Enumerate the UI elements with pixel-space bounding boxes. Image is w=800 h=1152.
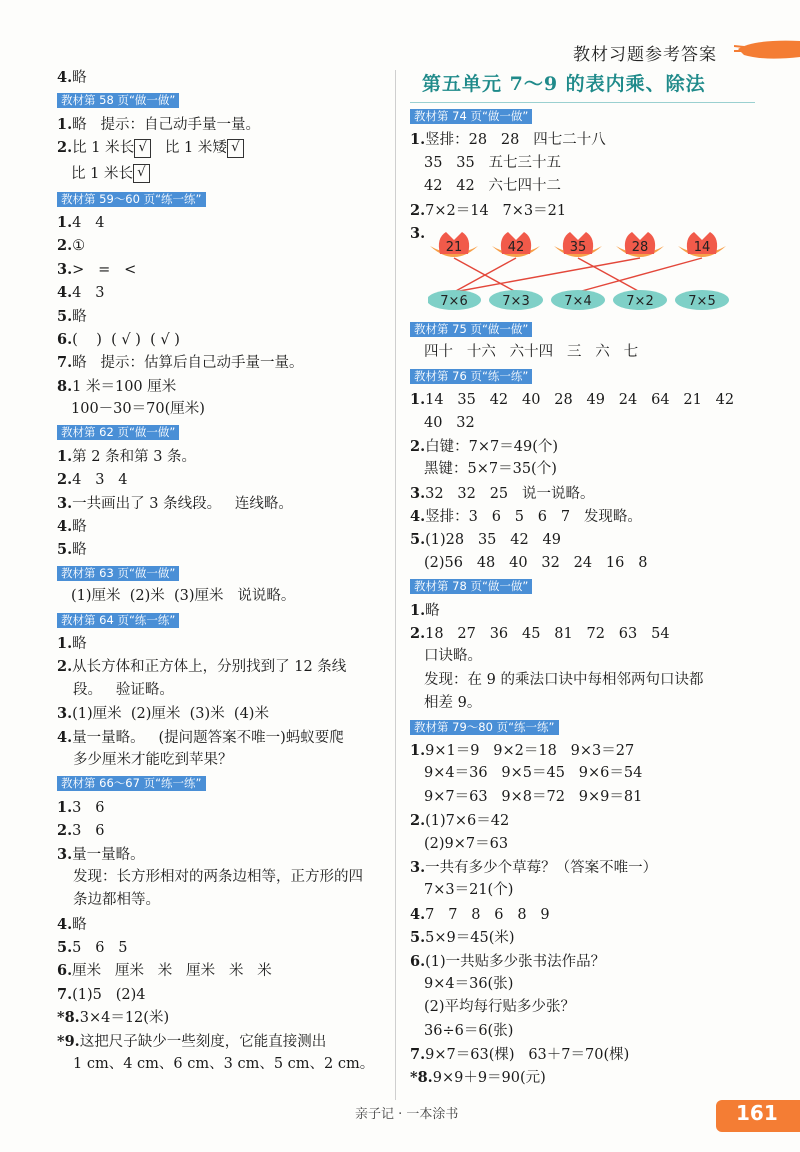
page-number: 161 (736, 1101, 778, 1125)
answer-text: (1)厘米 (2)厘米 (3)米 (4)米 (72, 706, 269, 723)
section-header-row (57, 772, 387, 795)
answer-line (57, 211, 387, 234)
matching-figure (410, 222, 755, 318)
section-tag: 教材第 63 页“做一做” (57, 566, 179, 581)
item-number: *8. (410, 1069, 433, 1087)
answer-text: 1 米＝100 厘米 (72, 378, 177, 395)
answer-line (57, 492, 387, 515)
answer-line (57, 959, 387, 982)
answer-line (410, 482, 755, 505)
answer-text: 竖排：3 6 5 6 7 发现略。 (425, 509, 642, 526)
check-box: √ (134, 139, 151, 158)
section-header-row (410, 318, 755, 341)
answer-line (410, 809, 755, 832)
answer-line (410, 1043, 755, 1066)
answer-line-continued: 100－30＝70(厘米) (71, 401, 205, 418)
answer-line (57, 655, 387, 678)
answer-line (57, 258, 387, 281)
answer-text: 9×9＋9＝90(元) (432, 1070, 546, 1087)
page-header-title: 教材习题参考答案 (573, 45, 717, 65)
answer-text: 9×1＝9 9×2＝18 9×3＝27 (425, 742, 635, 759)
answer-line (410, 505, 755, 528)
answer-text: 4 4 (72, 214, 105, 231)
answer-line-continued: 9×4＝36(张) (424, 975, 514, 992)
item-number: 2. (57, 139, 73, 157)
answer-line-continued: (2)平均每行贴多少张？ (424, 999, 576, 1016)
item-number: *8. (57, 1009, 80, 1027)
item-number: 5. (57, 541, 73, 559)
answer-line (57, 136, 387, 159)
answer-line (410, 739, 755, 762)
check-box: √ (227, 139, 244, 158)
item-number: 2. (410, 201, 426, 219)
section-header-row (410, 105, 755, 128)
answer-line-continued: 9×4＝36 9×5＝45 9×6＝54 (424, 765, 643, 782)
item-number: 2. (410, 812, 426, 830)
answer-text: 厘米 厘米 米 厘米 米 米 (72, 963, 272, 980)
answer-text: 14 35 42 40 28 49 24 64 21 42 (425, 392, 735, 409)
answer-line (57, 702, 387, 725)
item-number: 2. (57, 237, 73, 255)
answer-text: 3×4＝12(米) (79, 1010, 170, 1027)
answer-line (57, 66, 387, 89)
lotus-number: 42 (507, 239, 525, 255)
answer-line-continued: 7×3＝21(个) (424, 882, 514, 899)
answer-line (410, 1066, 755, 1089)
section-tag: 教材第 79～80 页“练一练” (410, 720, 559, 735)
answer-line-continued: (2)9×7＝63 (424, 835, 509, 852)
answer-line (57, 632, 387, 655)
item-number: 4. (410, 508, 426, 526)
answer-line (410, 388, 755, 411)
answer-text: 比 1 米长 (72, 140, 135, 157)
footer-brand: 亲子记 · 一本涂书 (355, 1107, 459, 1122)
item-number: 1. (410, 741, 426, 759)
lotus-number: 35 (569, 239, 587, 255)
answer-text: 一共画出了 3 条线段。 连线略。 (72, 495, 293, 512)
answer-text: 略 (72, 542, 87, 559)
lily-pad (613, 290, 667, 310)
item-number: 7. (57, 354, 73, 372)
section-tag: 教材第 59～60 页“练一练” (57, 192, 206, 207)
answer-text: 32 32 25 说一说略。 (425, 485, 595, 502)
answer-text: (1)5 (2)4 (72, 986, 146, 1003)
lotus-flower (678, 232, 726, 257)
answer-line-continued: 黑键：5×7＝35(个) (424, 461, 557, 478)
answer-text: 第 2 条和第 3 条。 (72, 448, 197, 465)
answer-line-continued: 1 cm、4 cm、6 cm、3 cm、5 cm、2 cm。 (73, 1056, 375, 1073)
answer-line (410, 128, 755, 151)
answer-line-continued: 40 32 (424, 414, 475, 431)
answer-line (57, 538, 387, 561)
item-number: 3. (57, 260, 73, 278)
answer-text: 4 3 (72, 285, 105, 302)
item-number: 3. (57, 494, 73, 512)
right-column (410, 66, 755, 1090)
answer-text: 3 6 (72, 823, 105, 840)
answer-text: 略 (425, 602, 440, 619)
answer-line (410, 950, 755, 973)
answer-line (410, 435, 755, 458)
section-tag: 教材第 58 页“做一做” (57, 93, 179, 108)
item-number: 3. (57, 845, 73, 863)
lotus-number: 14 (693, 239, 711, 255)
answer-line (410, 856, 755, 879)
answer-text: 4 3 4 (72, 472, 128, 489)
answer-line (57, 1006, 387, 1029)
answer-line-continued: 多少厘米才能吃到苹果？ (73, 751, 233, 768)
answer-text: 这把尺子缺少一些刻度，它能直接测出 (79, 1033, 327, 1050)
answer-line (57, 936, 387, 959)
item-number: 7. (410, 1046, 426, 1064)
item-number: 4. (410, 905, 426, 923)
section-tag: 教材第 74 页“做一做” (410, 109, 532, 124)
answer-line-continued: 42 42 六七四十二 (424, 178, 562, 195)
item-number: 1. (57, 213, 73, 231)
answer-line (57, 305, 387, 328)
answer-line-continued: 条边都相等。 (73, 892, 160, 909)
answer-text: 5 6 5 (72, 940, 128, 957)
answer-text: 略 (72, 70, 87, 86)
item-number: 5. (57, 939, 73, 957)
answer-text: 略 (72, 635, 87, 652)
answer-line-continued: 9×7＝63 9×8＝72 9×9＝81 (424, 788, 643, 805)
section-tag: 教材第 78 页“做一做” (410, 579, 532, 594)
item-number: 5. (410, 531, 426, 549)
item-number: 1. (57, 447, 73, 465)
answer-line (57, 913, 387, 936)
answer-text: 7 7 8 6 8 9 (425, 906, 550, 923)
item-number: 5. (410, 929, 426, 947)
item-number: 4. (57, 69, 73, 86)
answer-text: 白键：7×7＝49(个) (425, 438, 559, 455)
answer-line (57, 328, 387, 351)
answer-line (410, 599, 755, 622)
answer-line (410, 528, 755, 551)
lotus-flower (554, 232, 602, 257)
answer-text: 竖排：28 28 四七二十八 (425, 132, 606, 149)
answer-line (410, 903, 755, 926)
section-header-row (57, 609, 387, 632)
answer-line (410, 926, 755, 949)
answer-line (57, 351, 387, 374)
section-tag: 教材第 76 页“练一练” (410, 369, 532, 384)
lily-pad (675, 290, 729, 310)
item-number: 3. (410, 484, 426, 502)
answer-line-continued: 发现：在 9 的乘法口诀中每相邻两句口诀都 (424, 671, 704, 688)
answer-text: 略 (72, 916, 87, 933)
brush-stroke-icon (734, 37, 800, 61)
answer-text: (1)28 35 42 49 (425, 532, 561, 549)
check-box: √ (133, 164, 150, 183)
item-number: 3. (57, 705, 73, 723)
lotus-number: 28 (631, 239, 649, 255)
answer-text: (1)7×6＝42 (425, 813, 510, 830)
answer-line-continued: (1)厘米 (2)米 (3)厘米 说说略。 (71, 588, 296, 605)
section-header-row (410, 365, 755, 388)
item-number: 4. (57, 728, 73, 746)
answer-text: ① (72, 238, 86, 255)
answer-line (410, 622, 755, 645)
answer-line (57, 726, 387, 749)
item-number: 1. (410, 601, 426, 619)
answer-line (57, 819, 387, 842)
answer-line (57, 468, 387, 491)
answer-text: 18 27 36 45 81 72 63 54 (425, 626, 670, 643)
section-header-row (57, 562, 387, 585)
answer-text: 比 1 米矮 (164, 140, 227, 157)
answer-text: 一共有多少个草莓？（答案不唯一） (425, 859, 658, 876)
item-number: 3. (410, 858, 426, 876)
answer-line-continued: 口诀略。 (424, 648, 482, 665)
item-number: 2. (57, 658, 73, 676)
unit-title: 第五单元 7～9 的表内乘、除法 (410, 66, 755, 103)
answer-line-continued: 四十 十六 六十四 三 六 七 (424, 344, 639, 361)
answer-line-continued: 段。 验证略。 (73, 681, 174, 698)
item-number: 4. (57, 284, 73, 302)
answer-line-continued: (2)56 48 40 32 24 16 8 (424, 554, 648, 571)
answer-line-continued: 36÷6＝6(张) (424, 1022, 514, 1039)
item-number: 4. (57, 518, 73, 536)
lily-pad-expression: 7×6 (440, 293, 468, 309)
answer-line (57, 281, 387, 304)
item-number: 2. (410, 437, 426, 455)
lotus-flower (430, 232, 478, 257)
item-number: 4. (57, 915, 73, 933)
lily-pad-expression: 7×3 (502, 293, 530, 309)
item-number: 1. (57, 798, 73, 816)
item-number: 8. (57, 377, 73, 395)
item-number: 6. (57, 962, 73, 980)
answer-text: 量一量略。 (提问题答案不唯一)蚂蚁要爬 (72, 729, 344, 746)
section-tag: 教材第 62 页“做一做” (57, 425, 179, 440)
section-header-row (57, 188, 387, 211)
answer-text: 5×9＝45(米) (425, 930, 515, 947)
item-number: 5. (57, 307, 73, 325)
item-number: 7. (57, 985, 73, 1003)
lily-pad (551, 290, 605, 310)
match-line (578, 258, 702, 292)
item-number: 2. (57, 822, 73, 840)
item-number: *9. (57, 1032, 80, 1050)
answer-text: 9×7＝63(棵) 63＋7＝70(棵) (425, 1047, 630, 1064)
matching-diagram (428, 222, 748, 318)
section-header-row (57, 421, 387, 444)
item-number: 6. (57, 330, 73, 348)
section-header-row (410, 575, 755, 598)
answer-text: 3 6 (72, 799, 105, 816)
lily-pad (428, 290, 481, 310)
answer-line (57, 113, 387, 136)
answer-text: 略 提示：自己动手量一量。 (72, 116, 260, 133)
lotus-flower (616, 232, 664, 257)
answer-line-continued: 发现：长方形相对的两条边相等，正方形的四 (73, 868, 363, 885)
answer-line (57, 515, 387, 538)
lotus-flower (492, 232, 540, 257)
item-number: 2. (410, 625, 426, 643)
item-number: 1. (410, 131, 426, 149)
answer-line (57, 375, 387, 398)
item-number: 3. (410, 224, 426, 242)
lily-pad-expression: 7×2 (626, 293, 654, 309)
item-number: 2. (57, 471, 73, 489)
answer-line (57, 796, 387, 819)
item-number: 6. (410, 952, 426, 970)
section-tag: 教材第 75 页“做一做” (410, 322, 532, 337)
answer-text: 略 (72, 519, 87, 536)
answer-line-continued: 相差 9。 (424, 695, 482, 712)
item-number: 1. (410, 391, 426, 409)
item-number: 1. (57, 115, 73, 133)
answer-line-continued: 35 35 五七三十五 (424, 154, 562, 171)
answer-text: 从长方体和正方体上，分别找到了 12 条线 (72, 659, 347, 676)
lily-pad (489, 290, 543, 310)
answer-text: ( ) ( √ ) ( √ ) (72, 331, 180, 348)
answer-line (57, 843, 387, 866)
item-number: 1. (57, 634, 73, 652)
lotus-number: 21 (445, 239, 463, 255)
answer-text: 比 1 米长 (71, 165, 133, 182)
answer-text: 量一量略。 (72, 846, 145, 863)
answer-line-continued (57, 160, 387, 188)
answer-line (57, 234, 387, 257)
answer-line (410, 199, 755, 222)
section-tag: 教材第 66～67 页“练一练” (57, 776, 206, 791)
match-line (454, 258, 640, 292)
section-tag: 教材第 64 页“练一练” (57, 613, 179, 628)
lily-pad-expression: 7×4 (564, 293, 592, 309)
column-divider (395, 70, 396, 1100)
left-column (57, 66, 387, 1076)
answer-text: 7×2＝14 7×3＝21 (425, 202, 567, 219)
answer-text: 略 提示：估算后自己动手量一量。 (72, 355, 304, 372)
lily-pad-expression: 7×5 (688, 293, 716, 309)
answer-line (57, 1030, 387, 1053)
answer-text: > = < (72, 261, 137, 278)
answer-text: (1)一共贴多少张书法作品？ (425, 953, 606, 970)
answer-text: 略 (72, 308, 87, 325)
section-header-row (57, 89, 387, 112)
answer-line (57, 445, 387, 468)
section-header-row (410, 716, 755, 739)
answer-line (57, 983, 387, 1006)
